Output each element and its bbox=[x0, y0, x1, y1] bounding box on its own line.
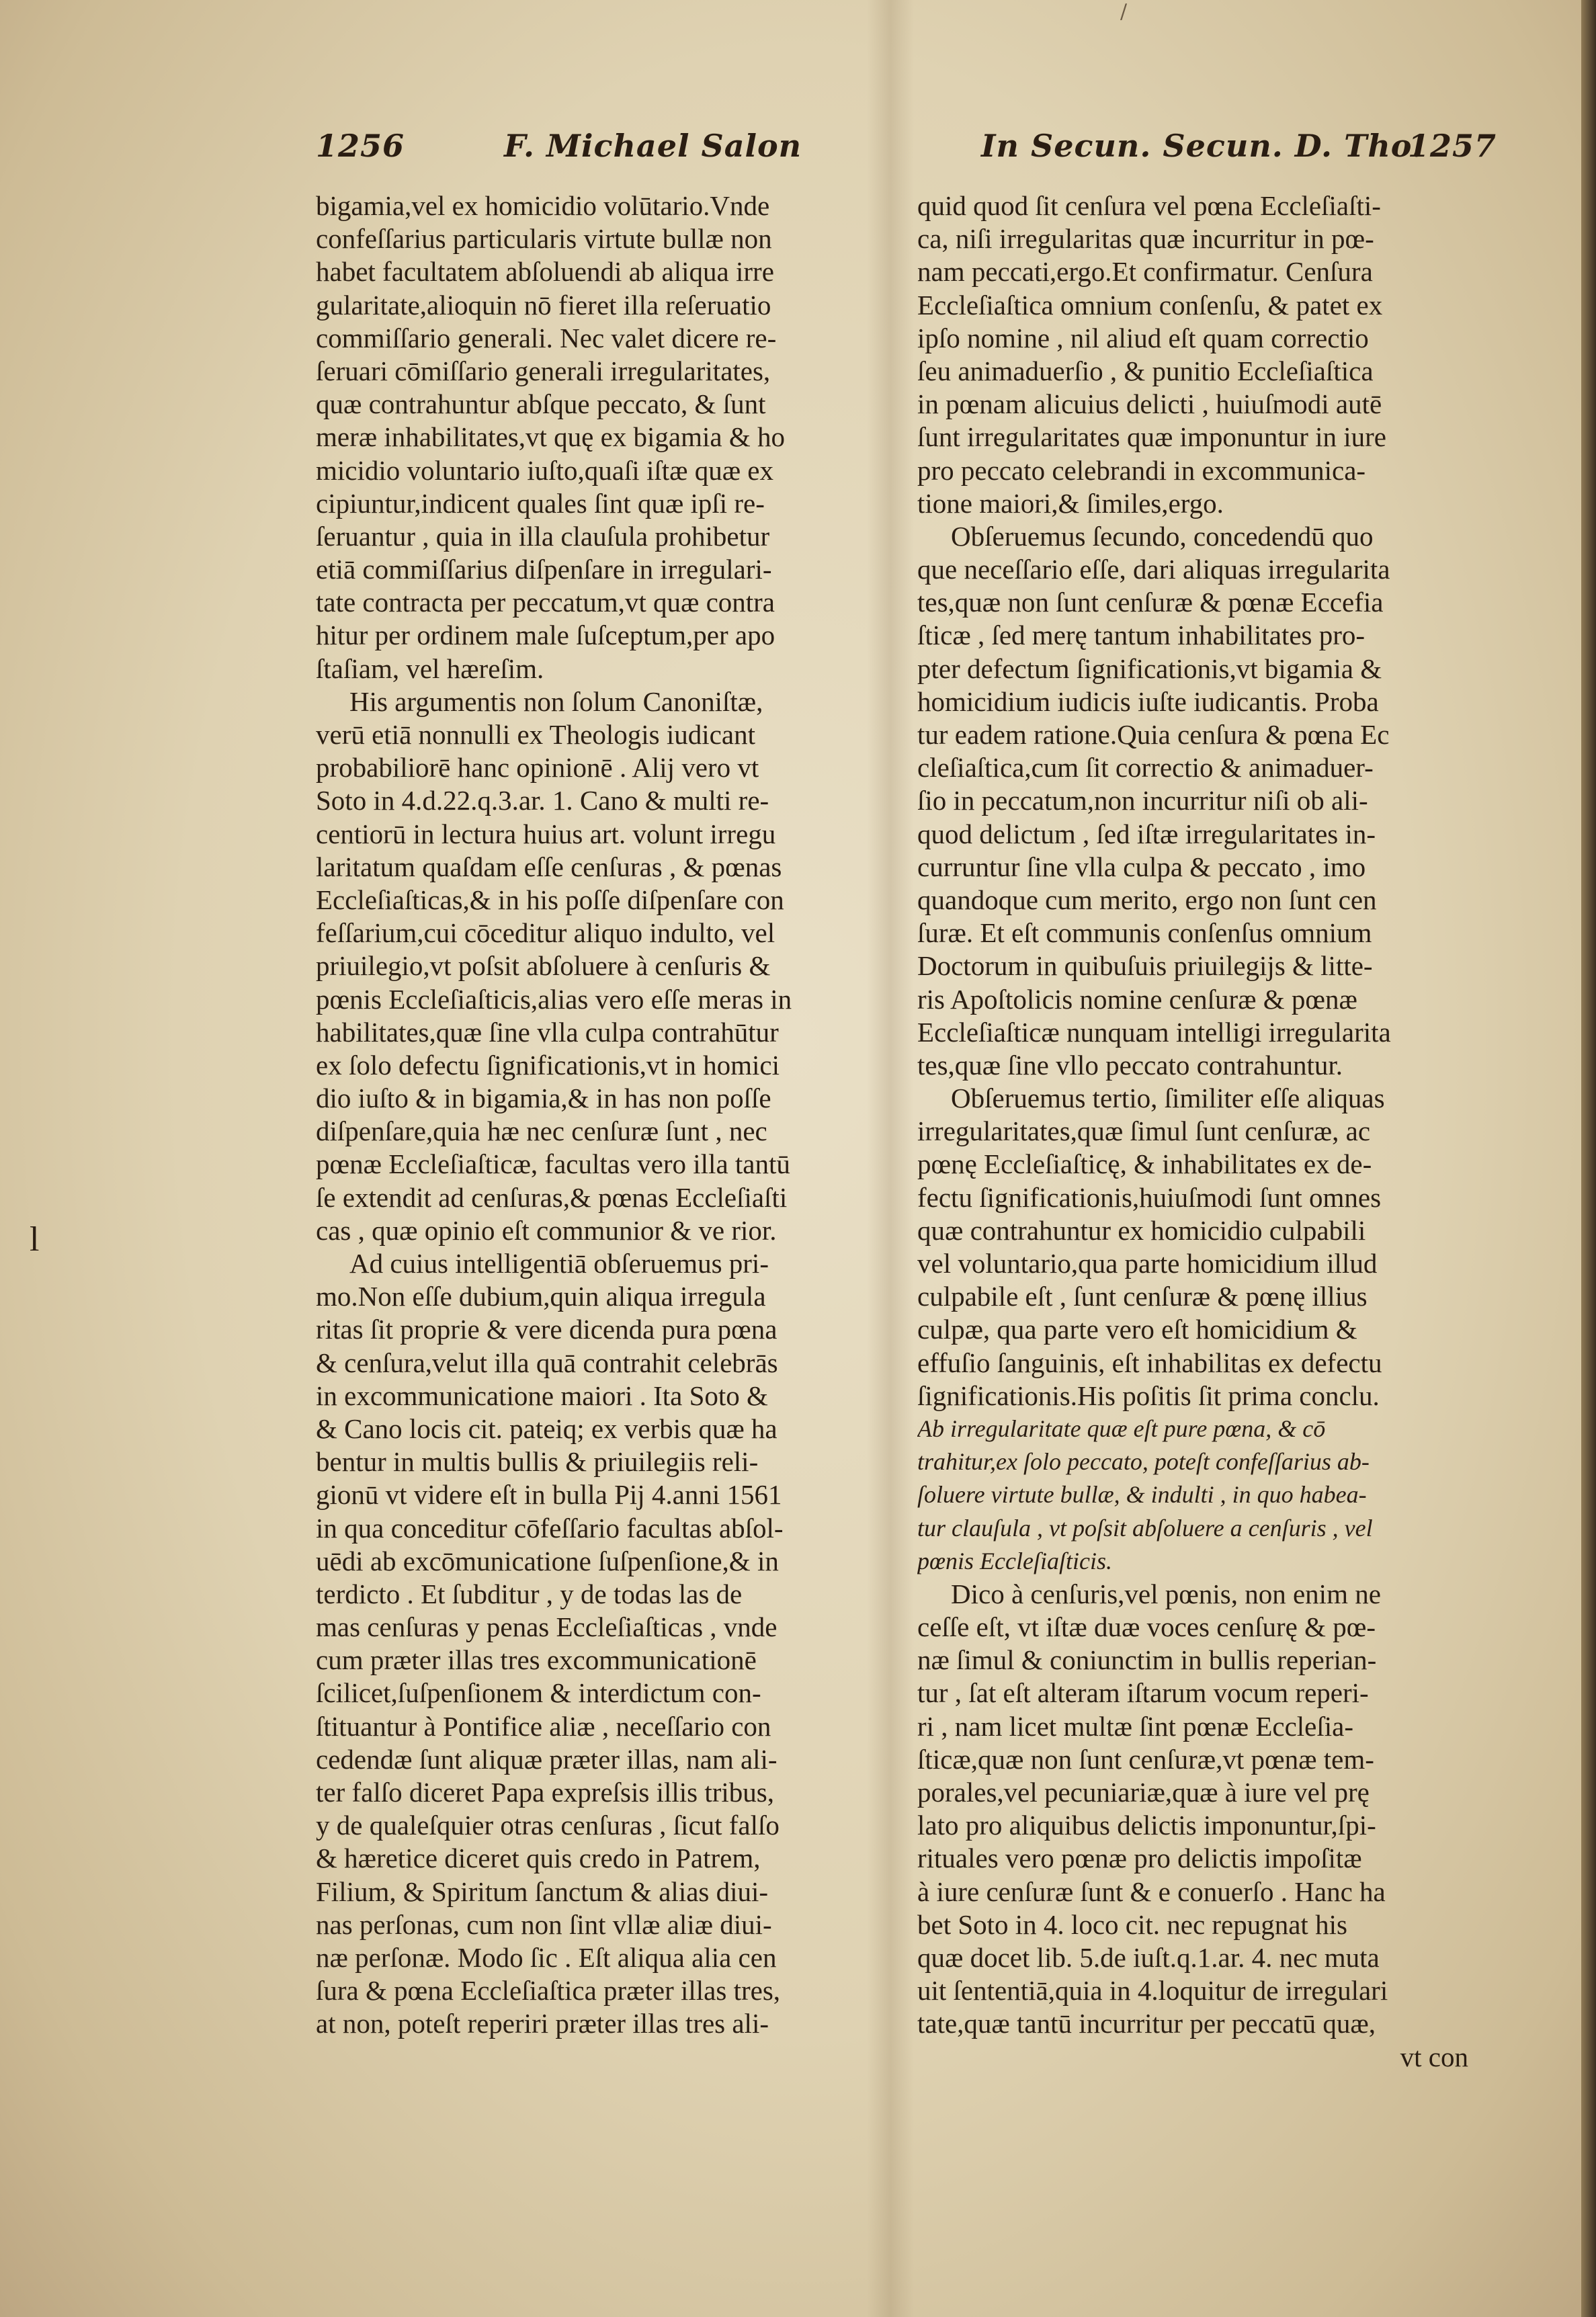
text-line: que neceſſario eſſe, dari aliquas irregularita bbox=[917, 554, 1390, 585]
text-line: quod delictum , ſed iſtæ irregularitates in- bbox=[917, 818, 1376, 849]
text-line: tate contracta per peccatum,vt quæ contra bbox=[316, 587, 775, 618]
text-line: confeſſarius particularis virtute bullæ non bbox=[316, 223, 772, 255]
text-line: fectu ſignificationis,huiuſmodi ſunt omnes bbox=[917, 1181, 1382, 1213]
text-line: ſtituantur à Pontifice aliæ , neceſſario con bbox=[316, 1710, 771, 1742]
right-running-title: In Secun. Secun. D. Tho. bbox=[981, 128, 1423, 164]
text-line: in pœnam alicuius delicti , huiuſmodi autē bbox=[917, 388, 1382, 420]
text-line: culpabile eſt , ſunt cenſuræ & pœnę illius bbox=[917, 1281, 1368, 1312]
text-line: gularitate,alioquin nō fieret illa reſeruatio bbox=[316, 289, 771, 321]
text-line: Obſeruemus tertio, ſimiliter eſſe aliquas bbox=[951, 1083, 1385, 1114]
text-line: & cenſura,velut illa quā contrahit celebrās bbox=[316, 1347, 778, 1378]
text-line: mas cenſuras y penas Eccleſiaſticas , vnde bbox=[316, 1611, 778, 1643]
text-line: ſunt irregularitates quæ imponuntur in iure bbox=[917, 421, 1387, 453]
text-line: à iure cenſuræ ſunt & e conuerſo . Hanc ha bbox=[917, 1876, 1386, 1907]
text-line: cedendæ ſunt aliquæ præter illas, nam ali- bbox=[316, 1743, 778, 1775]
text-line: gionū vt videre eſt in bulla Pij 4.anni 1561 bbox=[316, 1479, 782, 1511]
text-line: centiorū in lectura huius art. volunt irregu bbox=[316, 818, 776, 849]
text-line: Doctorum in quibuſuis priuilegijs & litte- bbox=[917, 950, 1373, 982]
text-line: pter defectum ſignificationis,vt bigamia & bbox=[917, 652, 1382, 684]
text-line: ter falſo diceret Papa expreſsis illis tribus, bbox=[316, 1777, 775, 1808]
text-line: cum præter illas tres excommunicationē bbox=[316, 1644, 757, 1676]
text-line: ſoluere virtute bullæ, & indulti , in quo habea- bbox=[917, 1481, 1367, 1509]
text-line: at non, poteſt reperiri præter illas tres ali- bbox=[316, 2008, 769, 2039]
text-line: His argumentis non ſolum Canoniſtæ, bbox=[349, 685, 763, 717]
text-line: irregularitates,quæ ſimul ſunt cenſuræ, ac bbox=[917, 1115, 1371, 1147]
text-line: ſticæ , ſed merę tantum inhabilitates pro- bbox=[917, 620, 1366, 651]
text-line: ſe extendit ad cenſuras,& pœnas Eccleſiaſti bbox=[316, 1181, 788, 1213]
text-line: quid quod ſit cenſura vel pœna Eccleſiaſti- bbox=[917, 190, 1381, 221]
text-line: habet facultatem abſoluendi ab aliqua irre bbox=[316, 256, 774, 288]
text-line: uit ſententiā,quia in 4.loquitur de irregulari bbox=[917, 1975, 1388, 2007]
text-line: culpæ, qua parte vero eſt homicidium & bbox=[917, 1314, 1357, 1345]
text-line: Ad cuius intelligentiā obſeruemus pri- bbox=[349, 1248, 769, 1279]
right-page-number: 1257 bbox=[1408, 128, 1497, 164]
text-line: hitur per ordinem male ſuſceptum,per apo bbox=[316, 620, 775, 651]
text-line: ca, niſi irregularitas quæ incurritur in pœ- bbox=[917, 223, 1374, 255]
text-line: ri , nam licet multæ ſint pœnæ Eccleſia- bbox=[917, 1710, 1354, 1742]
text-line: Obſeruemus ſecundo, concedendū quo bbox=[951, 520, 1374, 552]
text-line: tur clauſula , vt poſsit abſoluere a cenſuris , vel bbox=[917, 1514, 1373, 1542]
text-line: quæ contrahuntur ex homicidio culpabili bbox=[917, 1214, 1366, 1246]
text-line: bet Soto in 4. loco cit. nec repugnat his bbox=[917, 1908, 1347, 1940]
text-line: pœnæ Eccleſiaſticæ, facultas vero illa tantū bbox=[316, 1148, 790, 1180]
text-line: micidio voluntario iuſto,quaſi iſtæ quæ ex bbox=[316, 454, 774, 486]
text-line: Filium, & Spiritum ſanctum & alias diui- bbox=[316, 1876, 769, 1907]
text-line: dio iuſto & in bigamia,& in has non poſſe bbox=[316, 1083, 771, 1114]
text-line: Eccleſiaſtica omnium conſenſu, & patet ex bbox=[917, 289, 1383, 321]
text-line: ſura & pœna Eccleſiaſtica præter illas tres, bbox=[316, 1975, 781, 2007]
text-line: tur , ſat eſt alteram iſtarum vocum reperi- bbox=[917, 1677, 1369, 1709]
text-line: & Cano locis cit. pateiq; ex verbis quæ ha bbox=[316, 1413, 778, 1444]
text-line: ſtaſiam, vel hæreſim. bbox=[316, 652, 544, 684]
text-line: pœnę Eccleſiaſticę, & inhabilitates ex de- bbox=[917, 1148, 1372, 1180]
text-line: cas , quæ opinio eſt communior & ve rior. bbox=[316, 1214, 777, 1246]
text-line: ſeruari cōmiſſario generali irregularitates, bbox=[316, 355, 771, 386]
text-line: ſignificationis.His poſitis ſit prima conclu. bbox=[917, 1380, 1380, 1411]
text-line: uēdi ab excōmunicatione ſuſpenſione,& in bbox=[316, 1545, 779, 1576]
right-text-column bbox=[917, 189, 1468, 2074]
text-line: quæ contrahuntur abſque peccato, & ſunt bbox=[316, 388, 766, 420]
text-line: ſio in peccatum,non incurritur niſi ob ali- bbox=[917, 785, 1368, 816]
text-line: quæ docet lib. 5.de iuſt.q.1.ar. 4. nec muta bbox=[917, 1941, 1380, 1973]
text-line: nam peccati,ergo.Et confirmatur. Cenſura bbox=[917, 256, 1373, 288]
book-gutter bbox=[867, 0, 914, 2317]
text-line: in qua conceditur cōfeſſario facultas abſol- bbox=[316, 1512, 784, 1544]
text-line: bigamia,vel ex homicidio volūtario.Vnde bbox=[316, 190, 770, 221]
text-line: tione maiori,& ſimiles,ergo. bbox=[917, 487, 1224, 519]
text-line: y de qualeſquier otras cenſuras , ſicut falſo bbox=[316, 1810, 780, 1841]
text-line: Eccleſiaſticas,& in his poſſe diſpenſare con bbox=[316, 884, 784, 915]
text-line: Dico à cenſuris,vel pœnis, non enim ne bbox=[951, 1578, 1381, 1609]
text-line: ipſo nomine , nil aliud eſt quam correctio bbox=[917, 322, 1369, 353]
text-line: effuſio ſanguinis, eſt inhabilitas ex defectu bbox=[917, 1347, 1382, 1378]
text-line: homicidium iudicis iuſte iudicantis. Proba bbox=[917, 685, 1379, 717]
text-line: rituales vero pœnæ pro delictis impoſitæ bbox=[917, 1843, 1362, 1874]
text-line: cipiuntur,indicent quales ſint quæ ipſi re- bbox=[316, 487, 765, 519]
text-line: curruntur ſine vlla culpa & peccato , imo bbox=[917, 851, 1366, 882]
text-line: pœnis Eccleſiaſticis,alias vero eſſe meras in bbox=[316, 983, 792, 1015]
text-line: ex ſolo defectu ſignificationis,vt in homici bbox=[316, 1049, 780, 1081]
page-edge bbox=[1581, 0, 1596, 2317]
text-line: feſſarium,cui cōceditur aliquo indulto, vel bbox=[316, 917, 775, 949]
text-line: commiſſario generali. Nec valet dicere re- bbox=[316, 322, 777, 353]
text-line: mo.Non eſſe dubium,quin aliqua irregula bbox=[316, 1281, 766, 1312]
text-line: Ab irregularitate quæ eſt pure pœna, & cō bbox=[917, 1415, 1326, 1442]
text-line: ſeruantur , quia in illa clauſula prohibetur bbox=[316, 520, 770, 552]
text-line: Eccleſiaſticæ nunquam intelligi irregularita bbox=[917, 1016, 1391, 1048]
text-line: bentur in multis bullis & priuilegiis reli- bbox=[316, 1446, 759, 1478]
text-line: ſticæ,quæ non ſunt cenſuræ,vt pœnæ tem- bbox=[917, 1743, 1374, 1775]
text-line: meræ inhabilitates,vt quę ex bigamia & ho bbox=[316, 421, 785, 453]
text-line: porales,vel pecuniariæ,quæ à iure vel prę bbox=[917, 1777, 1370, 1808]
text-line: ritas ſit proprie & vere dicenda pura pœna bbox=[316, 1314, 778, 1345]
text-line: vt con bbox=[1400, 2041, 1468, 2072]
text-line: vel voluntario,qua parte homicidium illud bbox=[917, 1248, 1378, 1279]
text-line: laritatum quaſdam eſſe cenſuras , & pœnas bbox=[316, 851, 782, 882]
text-line: trahitur,ex ſolo peccato, poteſt confeſſarius ab- bbox=[917, 1448, 1370, 1476]
text-line: lato pro aliquibus delictis imponuntur,ſpi- bbox=[917, 1810, 1376, 1841]
left-running-title: F. Michael Salon bbox=[504, 128, 802, 164]
top-mark: / bbox=[1120, 0, 1128, 24]
text-line: næ ſimul & coniunctim in bullis reperian- bbox=[917, 1644, 1377, 1676]
left-page-number: 1256 bbox=[316, 128, 405, 164]
text-line: ris Apoſtolicis nomine cenſuræ & pœnæ bbox=[917, 983, 1357, 1015]
text-line: priuilegio,vt poſsit abſoluere à cenſuris & bbox=[316, 950, 771, 982]
text-line: nas perſonas, cum non ſint vllæ aliæ diui- bbox=[316, 1908, 772, 1940]
text-line: terdicto . Et ſubditur , y de todas las de bbox=[316, 1578, 743, 1609]
text-line: tate,quæ tantū incurritur per peccatū quæ, bbox=[917, 2008, 1376, 2039]
text-line: tur eadem ratione.Quia cenſura & pœna Ec bbox=[917, 719, 1390, 750]
text-line: ſeu animaduerſio , & punitio Eccleſiaſtica bbox=[917, 355, 1374, 386]
text-line: Soto in 4.d.22.q.3.ar. 1. Cano & multi re- bbox=[316, 785, 769, 816]
text-line: etiā commiſſarius diſpenſare in irregulari- bbox=[316, 554, 772, 585]
text-line: probabiliorē hanc opinionē . Alij vero vt bbox=[316, 752, 759, 784]
text-line: ceſſe eſt, vt iſtæ duæ voces cenſurę & pœ- bbox=[917, 1611, 1376, 1643]
text-line: diſpenſare,quia hæ nec cenſuræ ſunt , nec bbox=[316, 1115, 767, 1147]
text-line: & hæretice diceret quis credo in Patrem, bbox=[316, 1843, 761, 1874]
text-line: habilitates,quæ ſine vlla culpa contrahūtur bbox=[316, 1016, 779, 1048]
text-line: quandoque cum merito, ergo non ſunt cen bbox=[917, 884, 1377, 915]
text-line: pœnis Eccleſiaſticis. bbox=[917, 1547, 1112, 1574]
text-line: verū etiā nonnulli ex Theologis iudicant bbox=[316, 719, 755, 750]
text-line: cleſiaſtica,cum ſit correctio & animaduer- bbox=[917, 752, 1374, 784]
margin-mark: l bbox=[30, 1220, 40, 1259]
text-line: ſuræ. Et eſt communis conſenſus omnium bbox=[917, 917, 1372, 949]
text-line: tes,quæ non ſunt cenſuræ & pœnæ Eccefia bbox=[917, 587, 1384, 618]
text-line: pro peccato celebrandi in excommunica- bbox=[917, 454, 1366, 486]
text-line: næ perſonæ. Modo ſic . Eſt aliqua alia cen bbox=[316, 1941, 777, 1973]
text-line: ſcilicet,ſuſpenſionem & interdictum con- bbox=[316, 1677, 761, 1709]
text-line: in excommunicatione maiori . Ita Soto & bbox=[316, 1380, 768, 1411]
left-text-column bbox=[316, 189, 864, 2041]
text-line: tes,quæ ſine vllo peccato contrahuntur. bbox=[917, 1049, 1343, 1081]
